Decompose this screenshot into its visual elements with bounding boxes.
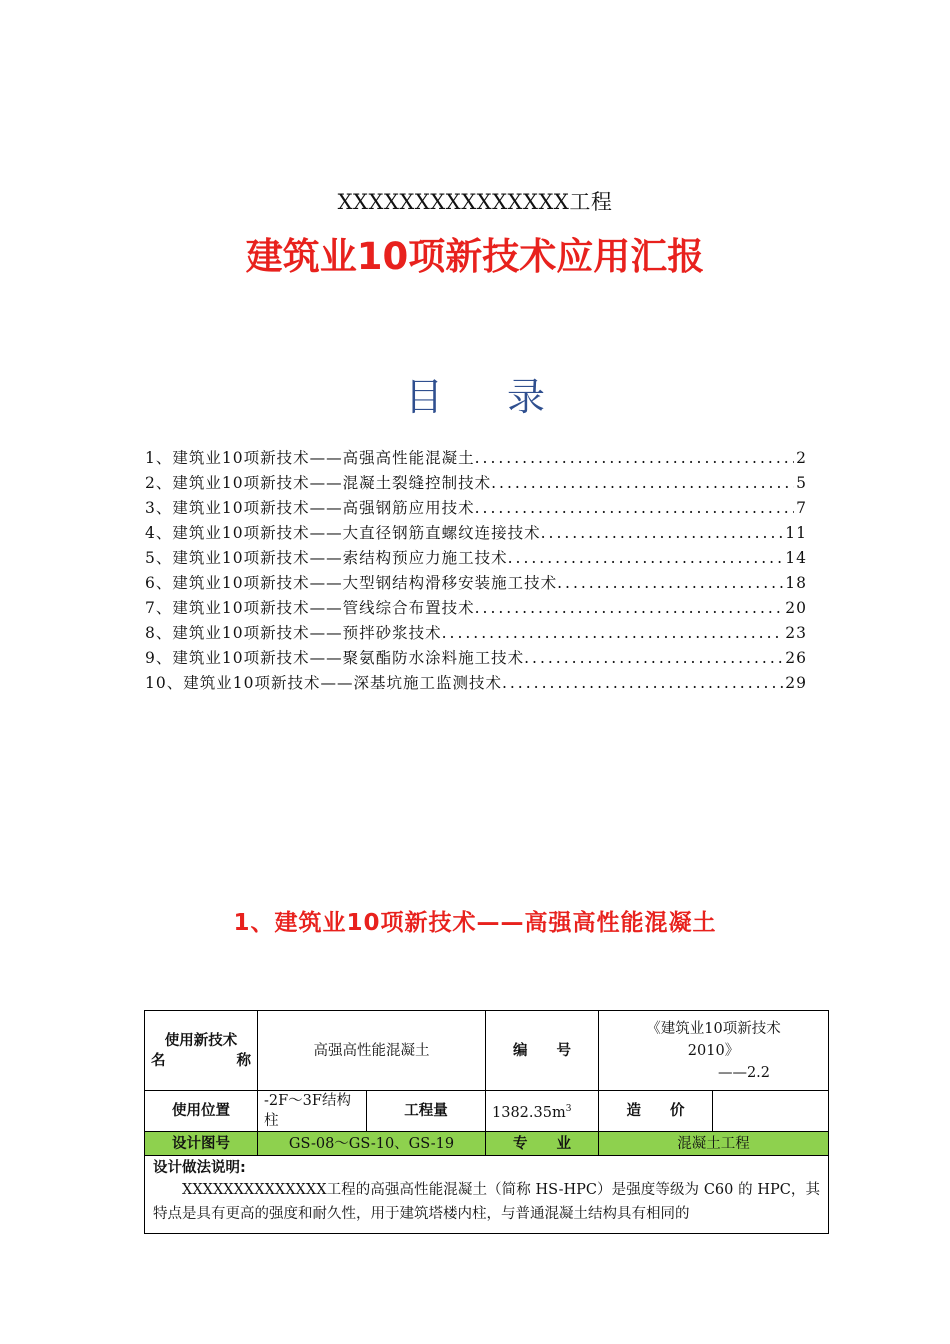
toc-item-text: 4、建筑业10项新技术——大直径钢筋直螺纹连接技术 bbox=[145, 524, 541, 542]
toc-item[interactable] bbox=[145, 521, 807, 546]
technology-info-table bbox=[144, 1010, 829, 1234]
project-name: XXXXXXXXXXXXXXX工程 bbox=[337, 190, 613, 214]
toc-item[interactable] bbox=[145, 596, 807, 621]
toc-item-text: 7、建筑业10项新技术——管线综合布置技术 bbox=[145, 599, 475, 617]
toc-leader bbox=[502, 674, 783, 692]
location-value: -2F～3F结构柱 bbox=[258, 1091, 367, 1132]
tech-name-label: 使用新技术 名 称 bbox=[145, 1011, 258, 1091]
toc-item-text: 6、建筑业10项新技术——大型钢结构滑移安装施工技术 bbox=[145, 574, 558, 592]
toc-item[interactable] bbox=[145, 571, 807, 596]
table-row bbox=[145, 1091, 829, 1132]
table-row bbox=[145, 1132, 829, 1156]
code-label: 编 号 bbox=[486, 1011, 599, 1091]
quantity-label: 工程量 bbox=[367, 1091, 486, 1132]
toc-leader bbox=[508, 549, 784, 567]
toc-item-page: 18 bbox=[785, 574, 807, 592]
quantity-value: $1382.35m^3$ bbox=[486, 1091, 599, 1132]
toc-item-page: 7 bbox=[796, 499, 807, 517]
toc-leader bbox=[475, 599, 784, 617]
cost-label: 造 价 bbox=[599, 1091, 713, 1132]
toc-item-page: 14 bbox=[785, 549, 807, 567]
toc-item[interactable] bbox=[145, 646, 807, 671]
section-heading: 1、建筑业10项新技术——高强高性能混凝土 bbox=[233, 910, 717, 936]
table-of-contents bbox=[145, 446, 807, 696]
location-label: 使用位置 bbox=[145, 1091, 258, 1132]
report-title: 建筑业10项新技术应用汇报 bbox=[245, 235, 705, 278]
toc-item-text: 9、建筑业10项新技术——聚氨酯防水涂料施工技术 bbox=[145, 649, 525, 667]
toc-item-page: 29 bbox=[785, 674, 807, 692]
toc-item-page: 20 bbox=[785, 599, 807, 617]
toc-leader bbox=[475, 499, 795, 517]
description-text: XXXXXXXXXXXXXX工程的高强高性能混凝土（简称 HS-HPC）是强度等级为 C60 的 HPC，其特点是具有更高的强度和耐久性，用于建筑塔楼内柱，与普通混凝土结构具有相同的 bbox=[153, 1182, 821, 1222]
toc-item-page: 5 bbox=[796, 474, 807, 492]
toc-item[interactable] bbox=[145, 446, 807, 471]
toc-item[interactable] bbox=[145, 671, 807, 696]
toc-item-page: 23 bbox=[785, 624, 807, 642]
specialty-label: 专 业 bbox=[486, 1132, 599, 1156]
toc-item-text: 3、建筑业10项新技术——高强钢筋应用技术 bbox=[145, 499, 475, 517]
cost-value bbox=[713, 1091, 829, 1132]
toc-item-text: 2、建筑业10项新技术——混凝土裂缝控制技术 bbox=[145, 474, 492, 492]
toc-item[interactable] bbox=[145, 471, 807, 496]
toc-item-page: 11 bbox=[785, 524, 807, 542]
toc-leader bbox=[475, 449, 795, 467]
drawing-value: GS-08～GS-10、GS-19 bbox=[258, 1132, 486, 1156]
specialty-value: 混凝土工程 bbox=[599, 1132, 829, 1156]
description-label: 设计做法说明: bbox=[153, 1160, 246, 1176]
toc-leader bbox=[491, 474, 794, 492]
toc-leader bbox=[442, 624, 784, 642]
table-row bbox=[145, 1156, 829, 1234]
toc-item-text: 10、建筑业10项新技术——深基坑施工监测技术 bbox=[145, 674, 502, 692]
toc-item-text: 8、建筑业10项新技术——预拌砂浆技术 bbox=[145, 624, 442, 642]
table-row bbox=[145, 1011, 829, 1091]
drawing-label: 设计图号 bbox=[145, 1132, 258, 1156]
code-value: 《建筑业10项新技术 2010》 ——2.2 bbox=[599, 1011, 829, 1091]
toc-leader bbox=[524, 649, 783, 667]
tech-name-value: 高强高性能混凝土 bbox=[258, 1011, 486, 1091]
toc-item[interactable] bbox=[145, 621, 807, 646]
toc-leader bbox=[557, 574, 783, 592]
design-description bbox=[145, 1156, 829, 1234]
toc-item-text: 5、建筑业10项新技术——索结构预应力施工技术 bbox=[145, 549, 508, 567]
toc-heading: 目 录 bbox=[404, 375, 572, 419]
toc-leader bbox=[541, 524, 784, 542]
toc-item[interactable] bbox=[145, 496, 807, 521]
toc-item[interactable] bbox=[145, 546, 807, 571]
toc-item-page: 2 bbox=[796, 449, 807, 467]
toc-item-text: 1、建筑业10项新技术——高强高性能混凝土 bbox=[145, 449, 475, 467]
toc-item-page: 26 bbox=[785, 649, 807, 667]
